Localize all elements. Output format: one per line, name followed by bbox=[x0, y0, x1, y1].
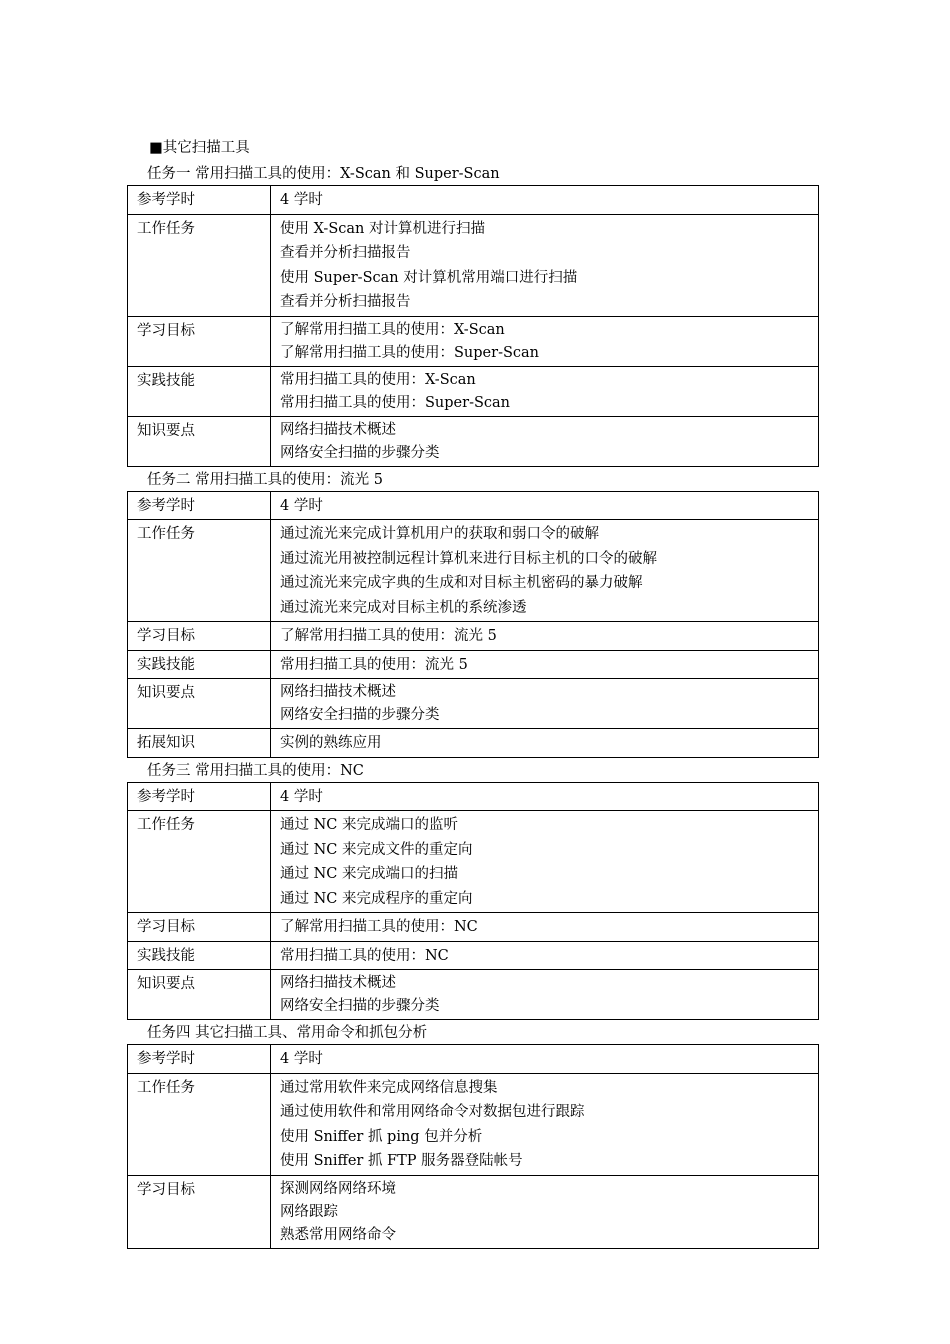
row-label: 实践技能 bbox=[128, 941, 271, 970]
table-row bbox=[128, 316, 819, 366]
content-line: 4 学时 bbox=[280, 788, 323, 805]
table-row bbox=[128, 1073, 819, 1175]
row-label: 实践技能 bbox=[128, 650, 271, 679]
table-row bbox=[128, 622, 819, 651]
row-label: 学习目标 bbox=[128, 316, 271, 366]
task-title: 任务三 常用扫描工具的使用：NC bbox=[147, 762, 364, 779]
content-line: 熟悉常用网络命令 bbox=[280, 1226, 396, 1243]
table-row bbox=[128, 941, 819, 970]
document-page bbox=[127, 135, 819, 1249]
row-content bbox=[271, 366, 819, 416]
row-label: 拓展知识 bbox=[128, 729, 271, 758]
task-table bbox=[127, 185, 819, 467]
row-content bbox=[271, 679, 819, 729]
content-line: 使用 X-Scan 对计算机进行扫描 bbox=[280, 220, 485, 237]
content-line: 使用 Sniffer 抓 FTP 服务器登陆帐号 bbox=[280, 1153, 523, 1169]
content-line: 通过流光用被控制远程计算机来进行目标主机的口令的破解 bbox=[280, 550, 657, 567]
row-content bbox=[271, 913, 819, 942]
content-line: 了解常用扫描工具的使用：Super-Scan bbox=[280, 344, 540, 361]
row-content bbox=[271, 1045, 819, 1074]
content-line: 查看并分析扫描报告 bbox=[280, 294, 411, 310]
content-line: 网络安全扫描的步骤分类 bbox=[280, 444, 440, 461]
content-line: 常用扫描工具的使用：NC bbox=[280, 947, 449, 964]
row-content bbox=[271, 729, 819, 758]
content-line: 通过使用软件和常用网络命令对数据包进行跟踪 bbox=[280, 1104, 585, 1120]
content-line: 实例的熟练应用 bbox=[280, 735, 382, 751]
content-line: 使用 Sniffer 抓 ping 包并分析 bbox=[280, 1128, 483, 1145]
row-content bbox=[271, 811, 819, 913]
section-title: ■其它扫描工具 bbox=[149, 140, 250, 156]
content-line: 通过 NC 来完成文件的重定向 bbox=[280, 841, 473, 858]
row-content bbox=[271, 650, 819, 679]
content-line: 4 学时 bbox=[280, 497, 323, 514]
row-content bbox=[271, 520, 819, 622]
task-title: 任务四 其它扫描工具、常用命令和抓包分析 bbox=[147, 1025, 428, 1041]
content-line: 查看并分析扫描报告 bbox=[280, 245, 411, 261]
row-content bbox=[271, 491, 819, 520]
row-content bbox=[271, 416, 819, 466]
row-label: 参考学时 bbox=[128, 782, 271, 811]
row-label: 参考学时 bbox=[128, 186, 271, 215]
row-label: 工作任务 bbox=[128, 811, 271, 913]
row-label: 知识要点 bbox=[128, 416, 271, 466]
content-line: 了解常用扫描工具的使用：流光 5 bbox=[280, 628, 497, 644]
row-content bbox=[271, 214, 819, 316]
row-content bbox=[271, 970, 819, 1020]
content-line: 通过流光来完成字典的生成和对目标主机密码的暴力破解 bbox=[280, 575, 643, 591]
table-row bbox=[128, 1045, 819, 1074]
row-content bbox=[271, 782, 819, 811]
table-row bbox=[128, 416, 819, 466]
row-label: 学习目标 bbox=[128, 622, 271, 651]
table-row bbox=[128, 970, 819, 1020]
table-row bbox=[128, 913, 819, 942]
row-content bbox=[271, 186, 819, 215]
table-row bbox=[128, 1175, 819, 1248]
content-line: 网络安全扫描的步骤分类 bbox=[280, 707, 440, 723]
content-line: 4 学时 bbox=[280, 192, 323, 208]
row-label: 工作任务 bbox=[128, 520, 271, 622]
content-line: 通过 NC 来完成端口的监听 bbox=[280, 817, 458, 833]
row-label: 参考学时 bbox=[128, 491, 271, 520]
row-content bbox=[271, 941, 819, 970]
table-row bbox=[128, 679, 819, 729]
task-table bbox=[127, 1044, 819, 1249]
table-row bbox=[128, 520, 819, 622]
content-line: 探测网络网络环境 bbox=[280, 1180, 396, 1197]
row-label: 知识要点 bbox=[128, 679, 271, 729]
content-line: 常用扫描工具的使用：流光 5 bbox=[280, 656, 468, 673]
row-label: 学习目标 bbox=[128, 1175, 271, 1248]
row-label: 工作任务 bbox=[128, 214, 271, 316]
content-line: 使用 Super-Scan 对计算机常用端口进行扫描 bbox=[280, 269, 578, 286]
task-list bbox=[127, 161, 819, 1249]
row-label: 学习目标 bbox=[128, 913, 271, 942]
row-content bbox=[271, 1175, 819, 1248]
content-line: 通过 NC 来完成程序的重定向 bbox=[280, 890, 473, 907]
row-label: 知识要点 bbox=[128, 970, 271, 1020]
row-label: 实践技能 bbox=[128, 366, 271, 416]
table-row bbox=[128, 729, 819, 758]
table-row bbox=[128, 491, 819, 520]
content-line: 常用扫描工具的使用：Super-Scan bbox=[280, 394, 511, 411]
row-content bbox=[271, 316, 819, 366]
task-title: 任务二 常用扫描工具的使用：流光 5 bbox=[147, 471, 383, 488]
table-row bbox=[128, 186, 819, 215]
content-line: 网络跟踪 bbox=[280, 1203, 338, 1220]
row-label: 工作任务 bbox=[128, 1073, 271, 1175]
task-table bbox=[127, 782, 819, 1021]
task-table bbox=[127, 491, 819, 758]
content-line: 通过 NC 来完成端口的扫描 bbox=[280, 866, 458, 882]
content-line: 网络扫描技术概述 bbox=[280, 421, 396, 438]
table-row bbox=[128, 650, 819, 679]
table-row bbox=[128, 811, 819, 913]
content-line: 网络安全扫描的步骤分类 bbox=[280, 998, 440, 1014]
content-line: 通过流光来完成对目标主机的系统渗透 bbox=[280, 599, 527, 616]
content-line: 4 学时 bbox=[280, 1051, 323, 1067]
content-line: 通过流光来完成计算机用户的获取和弱口令的破解 bbox=[280, 526, 599, 542]
row-content bbox=[271, 1073, 819, 1175]
content-line: 了解常用扫描工具的使用：NC bbox=[280, 919, 478, 935]
content-line: 通过常用软件来完成网络信息搜集 bbox=[280, 1079, 498, 1096]
content-line: 网络扫描技术概述 bbox=[280, 975, 396, 991]
table-row bbox=[128, 782, 819, 811]
row-label: 参考学时 bbox=[128, 1045, 271, 1074]
task-title: 任务一 常用扫描工具的使用：X-Scan 和 Super-Scan bbox=[147, 166, 500, 182]
content-line: 常用扫描工具的使用：X-Scan bbox=[280, 371, 476, 388]
row-content bbox=[271, 622, 819, 651]
table-row bbox=[128, 366, 819, 416]
content-line: 网络扫描技术概述 bbox=[280, 684, 396, 700]
table-row bbox=[128, 214, 819, 316]
content-line: 了解常用扫描工具的使用：X-Scan bbox=[280, 321, 505, 338]
